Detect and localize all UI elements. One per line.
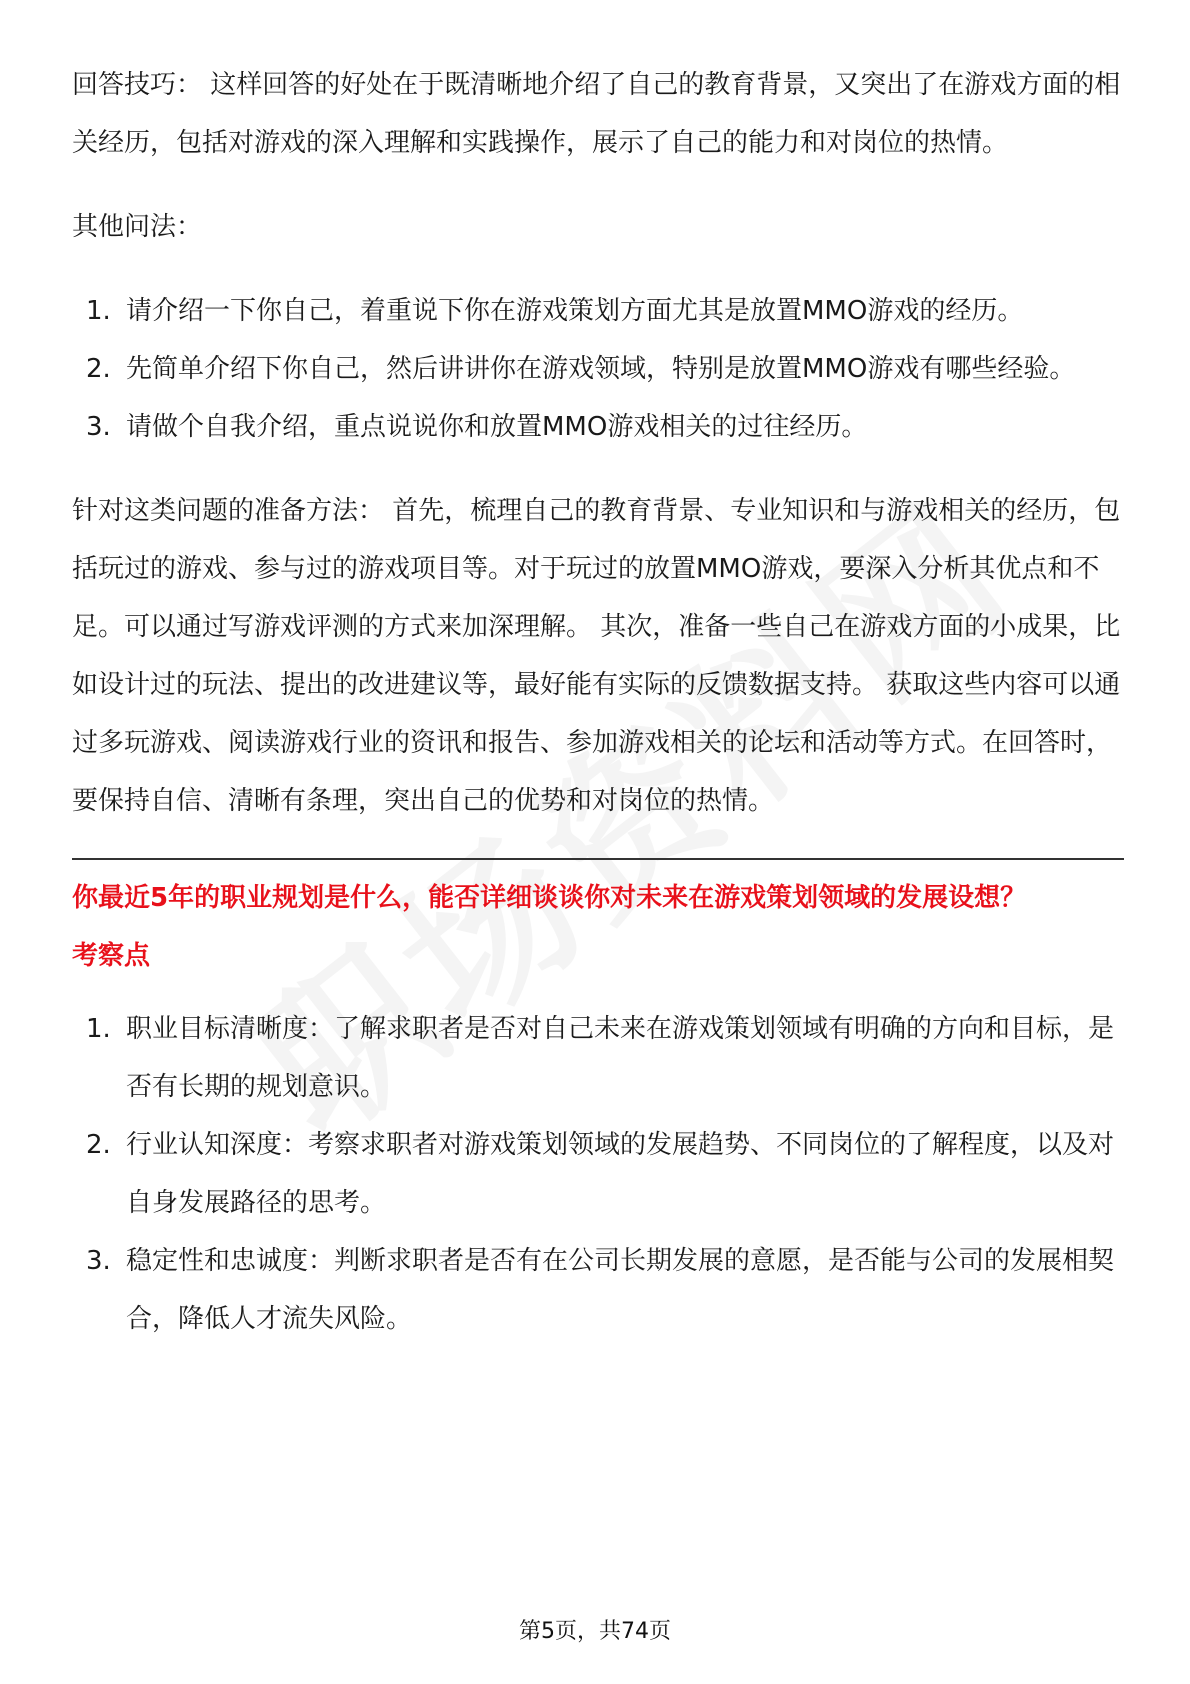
list-item-number: 3. xyxy=(86,412,111,442)
list-item-text: 行业认知深度：考察求职者对游戏策划领域的发展趋势、不同岗位的了解程度，以及对自身发展路径的思考。 xyxy=(126,1130,1115,1218)
list-item-text: 职业目标清晰度：了解求职者是否对自己未来在游戏策划领域有明确的方向和目标，是否有长期的规划意识。 xyxy=(126,1014,1115,1102)
list-item xyxy=(72,398,1124,456)
list-item-text: 请介绍一下你自己，着重说下你在游戏策划方面尤其是放置MMO游戏的经历。 xyxy=(126,296,1024,326)
other-asks-label: 其他问法： xyxy=(72,212,203,242)
list-item-text: 先简单介绍下你自己，然后讲讲你在游戏领域，特别是放置MMO游戏有哪些经验。 xyxy=(126,354,1076,384)
list-item-text: 稳定性和忠诚度：判断求职者是否有在公司长期发展的意愿，是否能与公司的发展相契合，降低人才流失风险。 xyxy=(126,1246,1115,1334)
list-item xyxy=(72,1232,1124,1348)
list-item-number: 1. xyxy=(86,296,111,326)
assessment-heading: 考察点 xyxy=(72,941,151,971)
assessment-list xyxy=(72,1000,1124,1348)
list-item xyxy=(72,1116,1124,1232)
prep-method-paragraph: 针对这类问题的准备方法： 首先，梳理自己的教育背景、专业知识和与游戏相关的经历，包括玩过的游戏、参与过的游戏项目等。对于玩过的放置MMO游戏，要深入分析其优点和不足。可以通过写游戏评测的方式来加深理解。 其次，准备一些自己在游戏方面的小成果，比如设计过的玩法、提出的改进建议等，最好能有实际的反馈数据支持。 获取这些内容可以通过多玩游戏、阅读游戏行业的资讯和报告、参加游戏相关的论坛和活动等方式。在回答时，要保持自信、清晰有条理，突出自己的优势和对岗位的热情。 xyxy=(72,496,1121,816)
list-item xyxy=(72,282,1124,340)
section-divider xyxy=(72,858,1124,860)
list-item-number: 2. xyxy=(86,1130,111,1160)
answer-tip-paragraph: 回答技巧： 这样回答的好处在于既清晰地介绍了自己的教育背景，又突出了在游戏方面的相关经历，包括对游戏的深入理解和实践操作，展示了自己的能力和对岗位的热情。 xyxy=(72,70,1121,158)
list-item-text: 请做个自我介绍，重点说说你和放置MMO游戏相关的过往经历。 xyxy=(126,412,868,442)
list-item xyxy=(72,1000,1124,1116)
list-item-number: 1. xyxy=(86,1014,111,1044)
list-item-number: 2. xyxy=(86,354,111,384)
list-item xyxy=(72,340,1124,398)
page-number: 第5页，共74页 xyxy=(519,1619,671,1644)
page-content xyxy=(72,56,1124,1348)
other-asks-list xyxy=(72,282,1124,456)
interview-question-heading: 你最近5年的职业规划是什么，能否详细谈谈你对未来在游戏策划领域的发展设想？ xyxy=(72,883,1027,913)
list-item-number: 3. xyxy=(86,1246,111,1276)
